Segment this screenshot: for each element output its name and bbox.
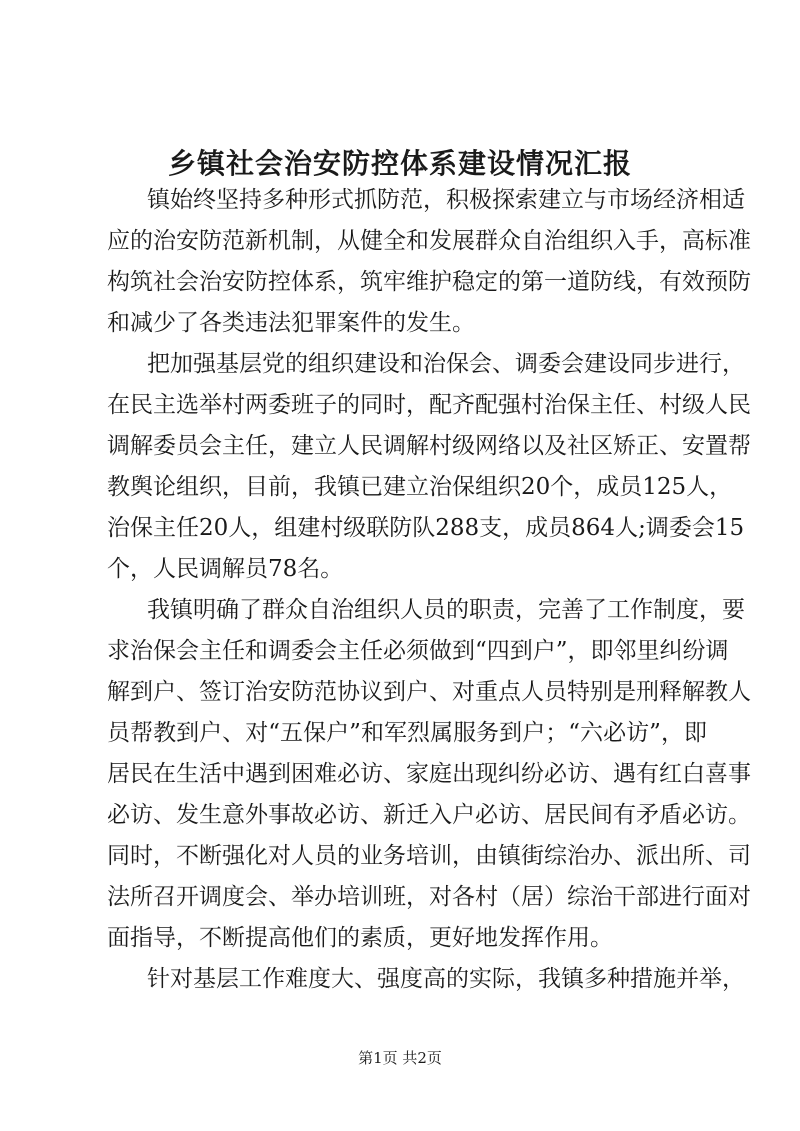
- paragraph-line: 必访、发生意外事故必访、新迁入户必访、居民间有矛盾必访。: [107, 802, 751, 828]
- paragraph-line: 同时，不断强化对人员的业务培训，由镇街综治办、派出所、司: [107, 843, 751, 869]
- paragraph: [107, 180, 751, 344]
- paragraph-line: 我镇明确了群众自治组织人员的职责，完善了工作制度，要: [147, 597, 745, 623]
- paragraph-line: 在民主选举村两委班子的同时，配齐配强村治保主任、村级人民: [107, 392, 751, 418]
- paragraph-line: 教舆论组织，目前，我镇已建立治保组织20个，成员125人，: [107, 474, 733, 500]
- paragraph-line: 居民在生活中遇到困难必访、家庭出现纠纷必访、遇有红白喜事: [107, 761, 751, 787]
- paragraph-line: 调解委员会主任，建立人民调解村级网络以及社区矫正、安置帮: [107, 433, 751, 459]
- paragraph-line: 面指导，不断提高他们的素质，更好地发挥作用。: [107, 925, 613, 951]
- paragraph-line: 应的治安防范新机制，从健全和发展群众自治组织入手，高标准: [107, 228, 751, 254]
- paragraph: [107, 590, 751, 959]
- paragraph-line: 镇始终坚持多种形式抓防范，积极探索建立与市场经济相适: [147, 187, 745, 213]
- document-body: [107, 180, 751, 1000]
- paragraph-line: 和减少了各类违法犯罪案件的发生。: [107, 310, 475, 336]
- paragraph-line: 解到户、签订治安防范协议到户、对重点人员特别是刑释解教人: [107, 679, 751, 705]
- paragraph-line: 求治保会主任和调委会主任必须做到“四到户”，即邻里纠纷调: [107, 638, 729, 664]
- paragraph-line: 把加强基层党的组织建设和治保会、调委会建设同步进行，: [147, 351, 745, 377]
- paragraph-line: 治保主任20人，组建村级联防队288支，成员864人;调委会15: [107, 515, 745, 541]
- paragraph-line: 针对基层工作难度大、强度高的实际，我镇多种措施并举，: [147, 966, 745, 992]
- paragraph-line: 法所召开调度会、举办培训班，对各村（居）综治干部进行面对: [107, 884, 751, 910]
- paragraph-line: 个，人民调解员78名。: [107, 556, 344, 582]
- paragraph-line: 员帮教到户、对“五保户”和军烈属服务到户；“六必访”，即: [107, 720, 707, 746]
- paragraph: [107, 959, 745, 1000]
- page-number: 第1页 共2页: [358, 1049, 442, 1067]
- paragraph: [107, 344, 751, 590]
- document-title: 乡镇社会治安防控体系建设情况汇报: [167, 147, 632, 180]
- paragraph-line: 构筑社会治安防控体系，筑牢维护稳定的第一道防线，有效预防: [107, 269, 751, 295]
